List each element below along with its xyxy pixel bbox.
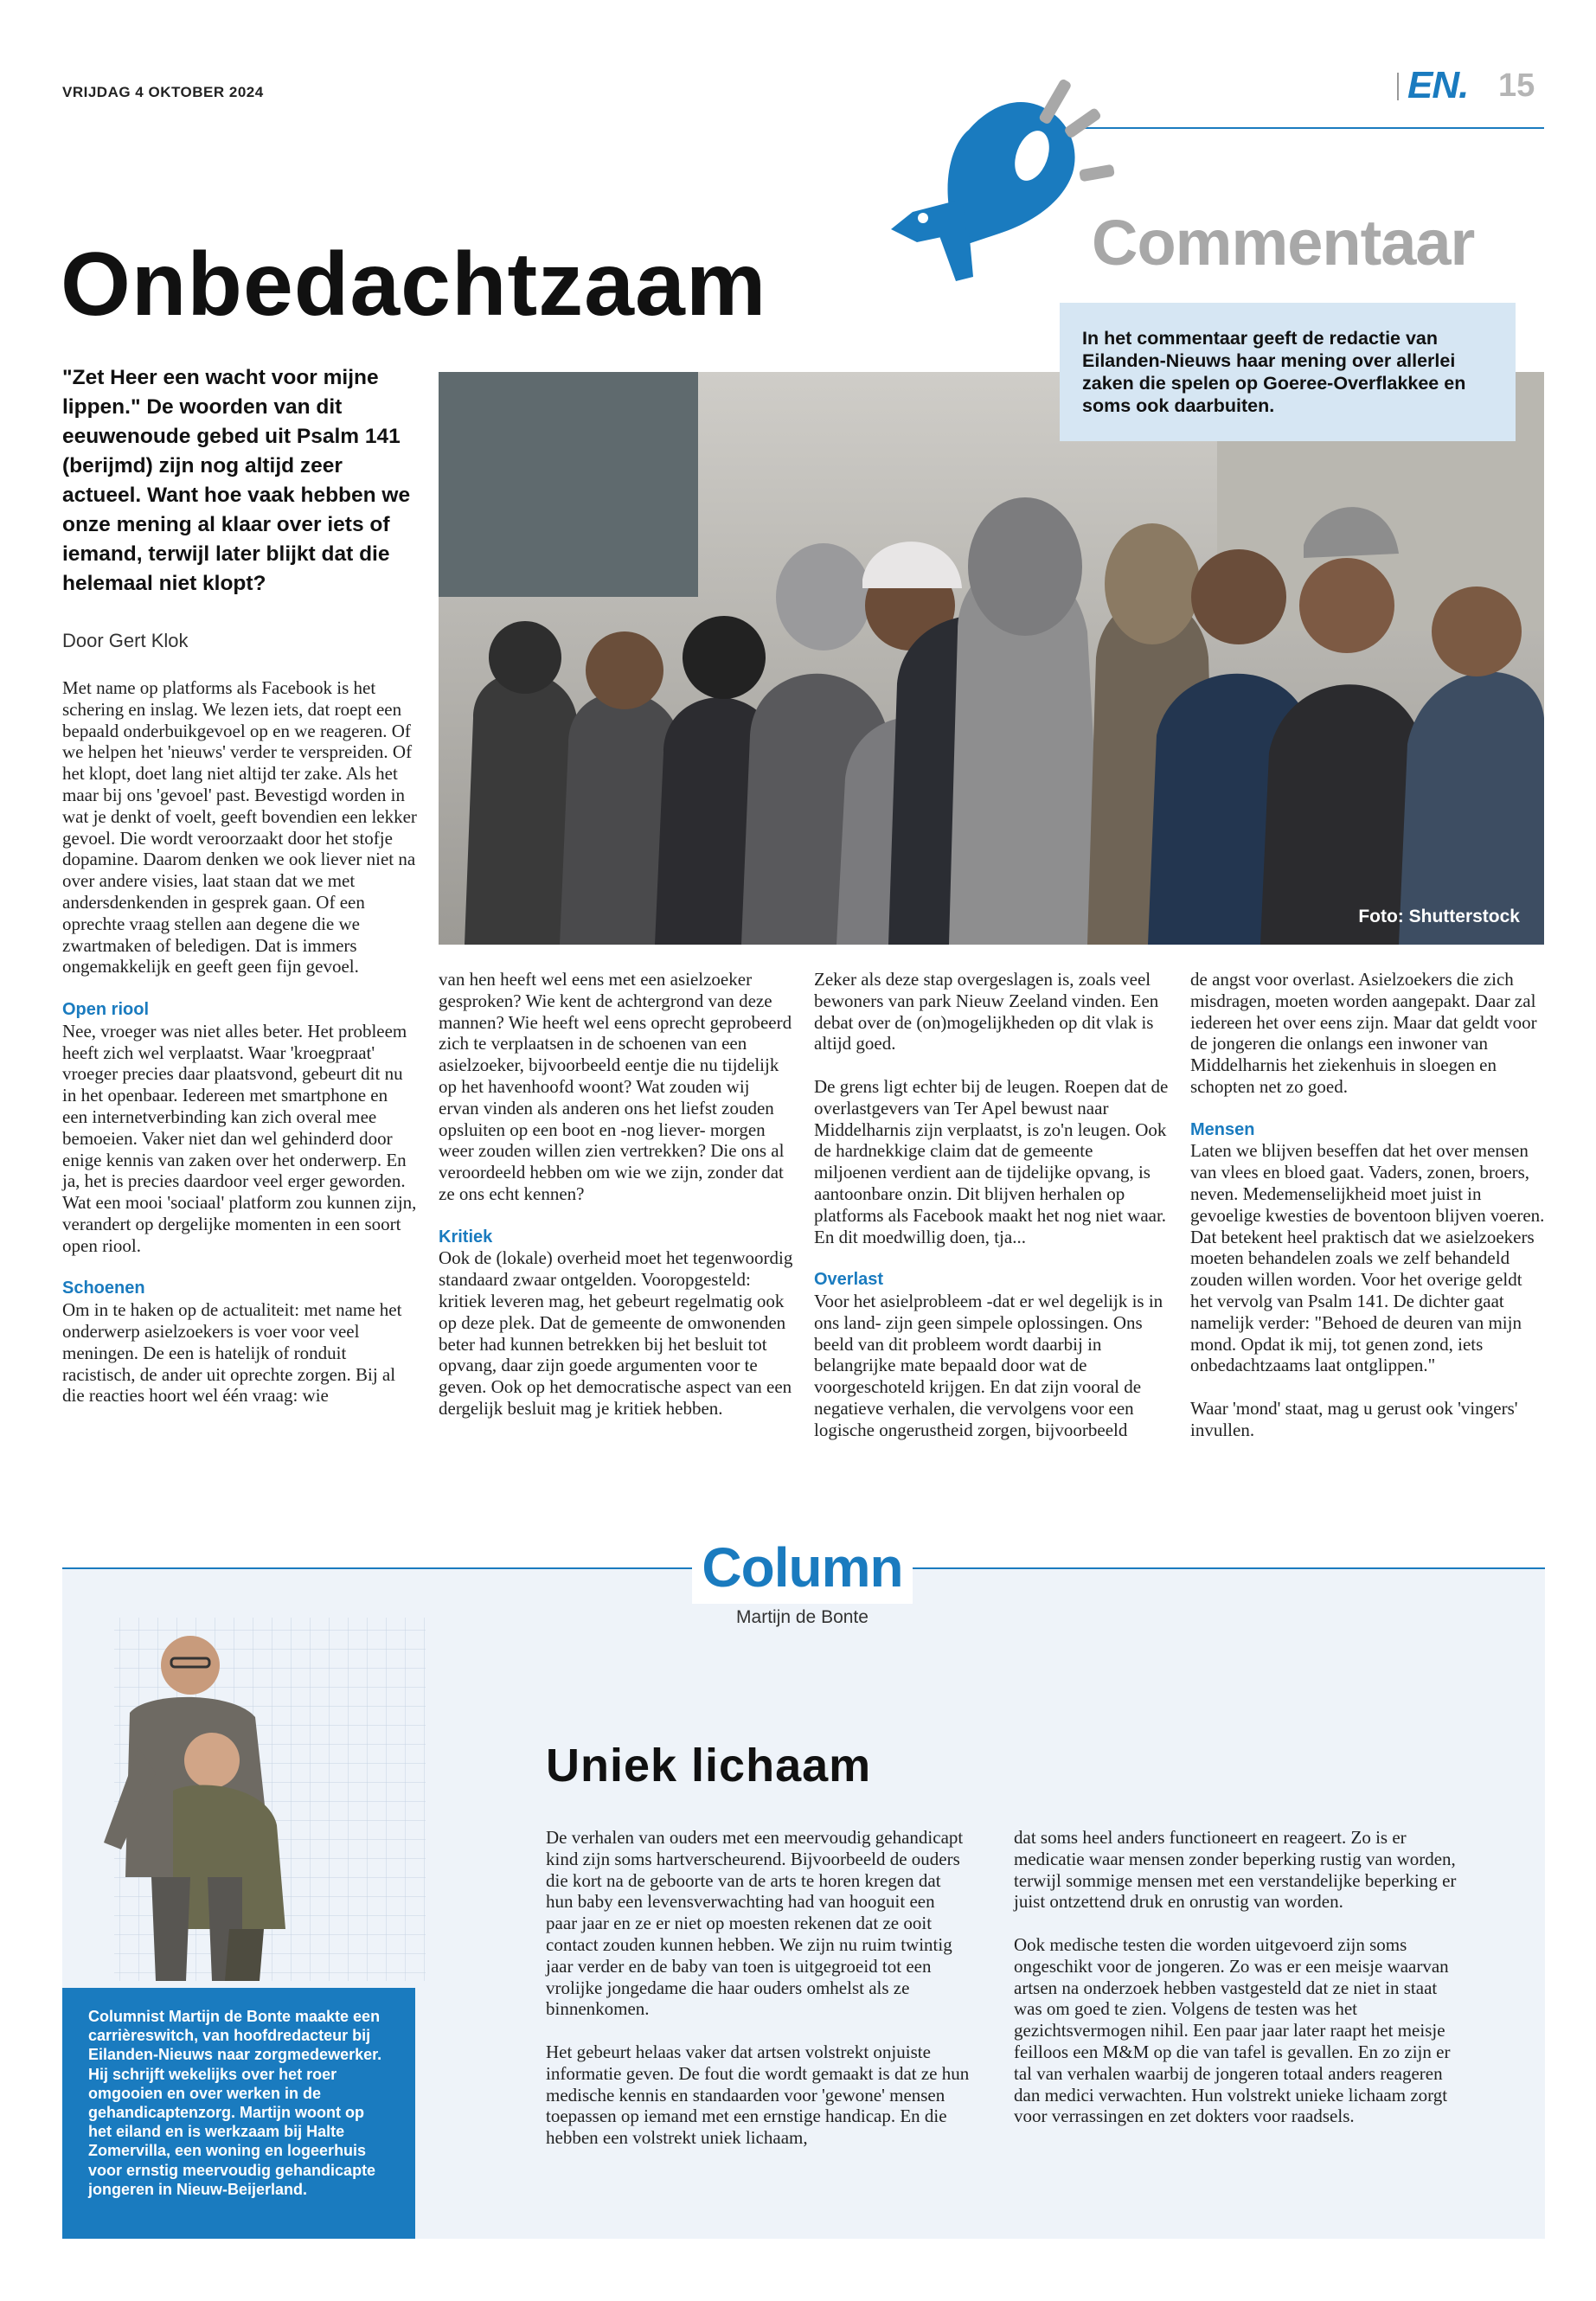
paragraph: De verhalen van ouders met een meervoudig gehandicapt kind zijn soms hartverscheurend. Bijvoorbeeld de ouders die kort na de geboorte van de arts te horen kregen dat hun baby een levensverwachting had van hooguit een paar jaar en ze er niet op moesten rekenen dat ze ooit contact zouden kunnen hebben. We zijn nu ruim twintig jaar verder en de baby van toen is uitgegroeid tot een vrolijke jongedame die haar ouders omhelst als ze binnenkomen. (546, 1827, 964, 2020)
paragraph: Ook medische testen die worden uitgevoerd zijn soms ongeschikt voor de jongeren. Zo was er een meisje waarvan artsen na onderzoek hebben vastgesteld dat ze niet in staat was om goed te zien. Volgens de testen was het gezichtsvermogen nihil. Een paar jaar later raapt het meisje feilloos een M&M op die van tafel is gevallen. En zo zijn er tal van verhalen waarbij de jongeren totaal anders reageren dan medici verwachten. Hun volstrekt unieke lichaam zorgt voor verrassingen en zet dokters voor raadsels. (1014, 1933, 1451, 2127)
article-column-2 (439, 969, 793, 1420)
paragraph: Om in te haken op de actualiteit: met name het onderwerp asielzoekers is voer voor veel meningen. De een is hatelijk of ronduit racistisch, de ander uit oprechte zorgen. Bij al die reacties hoort wel één vraag: wie (62, 1299, 402, 1407)
subheading-kritiek: Kritiek (439, 1227, 493, 1247)
paragraph: Ook de (lokale) overheid moet het tegenwoordig standaard zwaar ontgelden. Vooropgesteld: kritiek leveren mag, het gebeurt regelmatig ook op deze plek. Dat de gemeente de omwonenden beter had kunnen betrekken bij het besluit tot opvang, daar zijn goede argumenten voor te geven. Ook op het democratische aspect van een dergelijk besluit mag je kritiek hebben. (439, 1247, 793, 1419)
paragraph: de angst voor overlast. Asielzoekers die zich misdragen, moeten worden aangepakt. Daar zal iedereen het over eens zijn. Maar dat geldt voor de jongeren die onlangs een inwoner van Middelharnis het ziekenhuis in sloegen en schopten net zo goed. (1190, 969, 1537, 1097)
column-text-2 (1014, 1827, 1464, 2127)
header-separator (1397, 73, 1399, 100)
subheading-overlast: Overlast (814, 1270, 884, 1290)
columnist-portrait (69, 1618, 329, 1990)
article-intro: "Zet Heer een wacht voor mijne lippen." De woorden van dit eeuwenoude gebed uit Psalm 141 (berijmd) zijn nog altijd zeer actueel. Want hoe vaak hebben we onze mening al klaar over iets of iemand, terwijl later blijkt dat die helemaal niet klopt? (62, 366, 411, 595)
paragraph: Laten we blijven beseffen dat het over mensen van vlees en bloed gaat. Vaders, zonen, broers, neven. Medemenselijkheid moet juist in gevoelige kwesties de boventoon blijven voeren. Dat betekent heel praktisch dat we asielzoekers moeten behandelen zoals we zelf behandeld zouden willen worden. Voor het overige geldt het vervolg van Psalm 141. De dichter gaat namelijk verder: "Behoed de deuren van mijn mond. Opdat ik mij, tot genen zond, iets onbedachtzaams laat ontglippen." (1190, 1140, 1545, 1376)
page-number: 15 (1498, 67, 1535, 104)
column-label: Column (702, 1536, 903, 1599)
subheading-open-riool: Open riool (62, 999, 149, 1019)
article-column-4 (1190, 969, 1545, 1441)
commentary-info-box: In het commentaar geeft de redactie van Eilanden-Nieuws haar mening over allerlei zaken die spelen op Goeree-Overflakkee en soms ook daarbuiten. (1060, 303, 1516, 441)
paragraph: Het gebeurt helaas vaker dat artsen volstrekt onjuiste informatie geven. De fout die wordt gemaakt is dat ze hun medische kennis en standaarden voor 'gewone' mensen toepassen op iemand met een ernstige handicap. En die hebben een volstrekt uniek lichaam, (546, 2041, 970, 2149)
paragraph: Nee, vroeger was niet alles beter. Het probleem heeft zich wel verplaatst. Waar 'kroegpraat' vroeger precies daar plaatsvond, gebeurt dit nu in het openbaar. Iedereen met smartphone en een internetverbinding kan zich overal mee bemoeien. Vaker niet dan wel gehinderd door enige kennis van zaken over het onderwerp. En ja, het is precies daardoor veel erger geworden. Wat een mooi 'sociaal' platform zou kunnen zijn, verandert op dergelijke momenten in een soort open riool. (62, 1020, 417, 1256)
column-author: Martijn de Bonte (736, 1607, 869, 1627)
paragraph: Waar 'mond' staat, mag u gerust ook 'vingers' invullen. (1190, 1397, 1518, 1440)
issue-date: VRIJDAG 4 OKTOBER 2024 (62, 84, 264, 100)
paragraph: dat soms heel anders functioneert en reageert. Zo is er medicatie waar mensen zonder beperking rustig van worden, terwijl sommige mensen met een verstandelijke beperking er juist ontzettend druk en onrustig van worden. (1014, 1827, 1457, 1913)
paragraph: Zeker als deze stap overgeslagen is, zoals veel bewoners van park Nieuw Zeeland vinden. Een debat over de (on)mogelijkheden op dit vlak is altijd goed. (814, 969, 1159, 1054)
photo-crowd-illustration (439, 372, 1544, 945)
photo-credit: Foto: Shutterstock (1358, 907, 1520, 926)
article-photo (439, 372, 1544, 945)
section-title: Commentaar (1092, 207, 1475, 279)
paragraph: Voor het asielprobleem -dat er wel degelijk is in ons land- zijn geen simpele oplossingen. Ons beeld van dit probleem wordt daarbij in belangrijke mate bepaald door wat de voorgeschoteld krijgen. En dat zijn vooral de negatieve verhalen, die vervolgens voor een logische ongerustheid zorgen, bijvoorbeeld (814, 1290, 1163, 1440)
article-column-1 (62, 677, 417, 1407)
paragraph: van hen heeft wel eens met een asielzoeker gesproken? Wie kent de achtergrond van deze mannen? Wie heeft wel eens oprecht geprobeerd zich te verplaatsen in de schoenen van een asielzoeker, bijvoorbeeld eentje die nu tijdelijk op het havenhoofd woont? Wat zouden wij ervan vinden als anderen ons het liefst zouden opsluiten op een boot en -nog liever- morgen weer zouden willen zien vertrekken? Die ons al veroordeeld hebben om wie we zijn, zonder dat ze ons echt kennen? (439, 969, 792, 1204)
paragraph: De grens ligt echter bij de leugen. Roepen dat de overlastgevers van Ter Apel bewust naar Middelharnis zijn verplaatst, is zo'n leugen. Ook de hardnekkige claim dat de gemeente miljoenen verdient aan de tijdelijke opvang, is aantoonbare onzin. Dit blijven herhalen op platforms als Facebook maakt het nog niet waar. En dit moedwillig doen, tja... (814, 1075, 1169, 1247)
article-headline: Onbedachtzaam (61, 234, 767, 335)
publication-logo: EN. (1407, 64, 1469, 106)
subheading-mensen: Mensen (1190, 1119, 1255, 1139)
header-rule (1077, 127, 1544, 129)
paragraph: Met name op platforms als Facebook is het schering en inslag. We lezen iets, dat roept een bepaald onderbuikgevoel op en we reageren. Of we helpen het 'nieuws' verder te verspreiden. Of het klopt, doet lang niet altijd ter zake. Als het maar bij ons 'gevoel' past. Bevestigd worden in wat je denkt of voelt, geeft bovendien een lekker gevoel. Die wordt veroorzaakt door het stofje dopamine. Daarom denken we ook liever niet na over andere visies, laat staan dat we met andersdenkenden in gesprek gaan. Of een oprechte vraag stellen aan degene die we zwartmaken of beledigen. Dat is immers ongemakkelijk en geeft geen fijn gevoel. (62, 677, 417, 977)
columnist-caption: Columnist Martijn de Bonte maakte een carrièreswitch, van hoofdredacteur bij Eilanden-Nieuws naar zorgmedewerker. Hij schrijft wekelijks over het roer omgooien en over werken in de gehandicaptenzorg. Martijn woont op het eiland en is werkzaam bij Halte Zomervilla, een woning en logeerhuis voor ernstig meervoudig gehandicapte jongeren in Nieuw-Beijerland. (62, 1988, 415, 2239)
subheading-schoenen: Schoenen (62, 1279, 145, 1298)
column-text-1 (546, 1827, 970, 2149)
column-title: Uniek lichaam (546, 1740, 872, 1791)
article-byline: Door Gert Klok (62, 630, 189, 651)
article-column-3 (814, 969, 1169, 1441)
